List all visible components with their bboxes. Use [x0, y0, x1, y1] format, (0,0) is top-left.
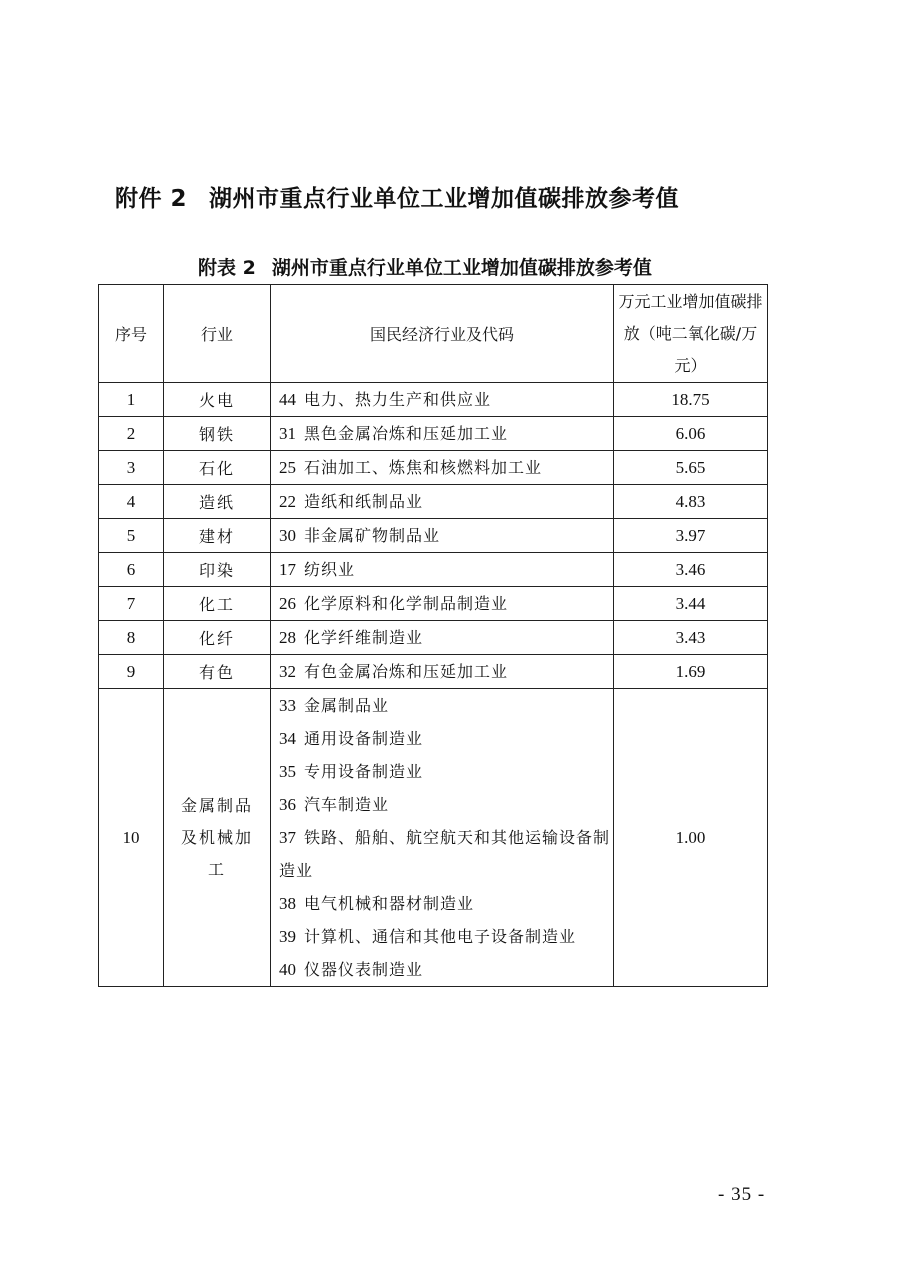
row-number: 4	[99, 485, 164, 519]
classification-name: 铁路、船舶、航空航天和其他运输设备制造业	[279, 828, 611, 880]
row-number: 1	[99, 383, 164, 417]
industry-name: 造纸	[164, 485, 271, 519]
carbon-value: 18.75	[614, 383, 768, 417]
table-title-text: 湖州市重点行业单位工业增加值碳排放参考值	[271, 257, 652, 279]
table-row	[99, 621, 768, 655]
classification-line	[279, 417, 613, 450]
carbon-value: 1.69	[614, 655, 768, 689]
industry-name: 钢铁	[164, 417, 271, 451]
classification-name: 化学纤维制造业	[304, 628, 424, 647]
classification-line	[279, 519, 613, 552]
carbon-value: 3.97	[614, 519, 768, 553]
header-value: 万元工业增加值碳排放（吨二氧化碳/万元）	[614, 285, 768, 383]
carbon-reference-table	[98, 284, 768, 987]
classification-code: 26	[279, 594, 296, 613]
classification-code: 37	[279, 828, 296, 847]
carbon-value: 3.46	[614, 553, 768, 587]
classification-code: 35	[279, 762, 296, 781]
row-number: 6	[99, 553, 164, 587]
classification-cell	[271, 553, 614, 587]
classification-name: 电力、热力生产和供应业	[304, 390, 492, 409]
classification-cell	[271, 519, 614, 553]
header-no: 序号	[99, 285, 164, 383]
classification-code: 34	[279, 729, 296, 748]
table-row	[99, 383, 768, 417]
classification-code: 36	[279, 795, 296, 814]
classification-cell	[271, 689, 614, 987]
carbon-value: 1.00	[614, 689, 768, 987]
classification-cell	[271, 417, 614, 451]
classification-line	[279, 587, 613, 620]
table-row	[99, 485, 768, 519]
classification-cell	[271, 383, 614, 417]
classification-line	[279, 887, 613, 920]
industry-name: 有色	[164, 655, 271, 689]
classification-name: 计算机、通信和其他电子设备制造业	[304, 927, 577, 946]
page-number: - 35 -	[718, 1184, 766, 1205]
table-row	[99, 689, 768, 987]
table-body	[99, 383, 768, 987]
table-row	[99, 553, 768, 587]
industry-name: 印染	[164, 553, 271, 587]
table-row	[99, 417, 768, 451]
classification-line	[279, 621, 613, 654]
header-classification: 国民经济行业及代码	[271, 285, 614, 383]
industry-name: 化工	[164, 587, 271, 621]
classification-name: 汽车制造业	[304, 795, 390, 814]
classification-name: 通用设备制造业	[304, 729, 424, 748]
classification-line	[279, 788, 613, 821]
classification-code: 44	[279, 390, 296, 409]
classification-line	[279, 689, 613, 722]
classification-name: 非金属矿物制品业	[304, 526, 441, 545]
classification-cell	[271, 485, 614, 519]
classification-code: 38	[279, 894, 296, 913]
classification-name: 石油加工、炼焦和核燃料加工业	[304, 458, 543, 477]
classification-name: 黑色金属冶炼和压延加工业	[304, 424, 509, 443]
industry-name: 化纤	[164, 621, 271, 655]
classification-name: 化学原料和化学制品制造业	[304, 594, 509, 613]
table-row	[99, 451, 768, 485]
classification-code: 39	[279, 927, 296, 946]
industry-name: 金属制品及机械加工	[164, 689, 271, 987]
table-row	[99, 519, 768, 553]
classification-name: 电气机械和器材制造业	[304, 894, 475, 913]
industry-name: 建材	[164, 519, 271, 553]
row-number: 5	[99, 519, 164, 553]
classification-code: 17	[279, 560, 296, 579]
carbon-value: 6.06	[614, 417, 768, 451]
classification-name: 专用设备制造业	[304, 762, 424, 781]
classification-line	[279, 655, 613, 688]
attachment-title	[115, 180, 679, 213]
classification-code: 22	[279, 492, 296, 511]
classification-line	[279, 953, 613, 986]
classification-line	[279, 485, 613, 518]
row-number: 7	[99, 587, 164, 621]
carbon-value: 3.43	[614, 621, 768, 655]
row-number: 3	[99, 451, 164, 485]
classification-cell	[271, 621, 614, 655]
classification-name: 金属制品业	[304, 696, 390, 715]
classification-line	[279, 722, 613, 755]
attachment-label: 附件 2	[115, 186, 188, 212]
classification-line	[279, 451, 613, 484]
classification-code: 25	[279, 458, 296, 477]
classification-cell	[271, 655, 614, 689]
classification-line	[279, 755, 613, 788]
classification-code: 40	[279, 960, 296, 979]
table-row	[99, 655, 768, 689]
classification-line	[279, 821, 613, 887]
classification-name: 仪器仪表制造业	[304, 960, 424, 979]
attachment-title-text: 湖州市重点行业单位工业增加值碳排放参考值	[209, 186, 680, 212]
classification-code: 32	[279, 662, 296, 681]
header-industry: 行业	[164, 285, 271, 383]
table-caption	[198, 253, 652, 280]
carbon-value: 5.65	[614, 451, 768, 485]
classification-code: 31	[279, 424, 296, 443]
row-number: 9	[99, 655, 164, 689]
industry-name: 火电	[164, 383, 271, 417]
classification-line	[279, 920, 613, 953]
carbon-value: 4.83	[614, 485, 768, 519]
classification-name: 有色金属冶炼和压延加工业	[304, 662, 509, 681]
table-label: 附表 2	[198, 257, 256, 279]
table-row	[99, 587, 768, 621]
classification-name: 造纸和纸制品业	[304, 492, 424, 511]
classification-line	[279, 383, 613, 416]
classification-code: 28	[279, 628, 296, 647]
classification-code: 30	[279, 526, 296, 545]
classification-name: 纺织业	[304, 560, 356, 579]
table-header-row	[99, 285, 768, 383]
classification-code: 33	[279, 696, 296, 715]
row-number: 8	[99, 621, 164, 655]
row-number: 10	[99, 689, 164, 987]
carbon-value: 3.44	[614, 587, 768, 621]
classification-cell	[271, 587, 614, 621]
row-number: 2	[99, 417, 164, 451]
industry-name: 石化	[164, 451, 271, 485]
classification-cell	[271, 451, 614, 485]
classification-line	[279, 553, 613, 586]
